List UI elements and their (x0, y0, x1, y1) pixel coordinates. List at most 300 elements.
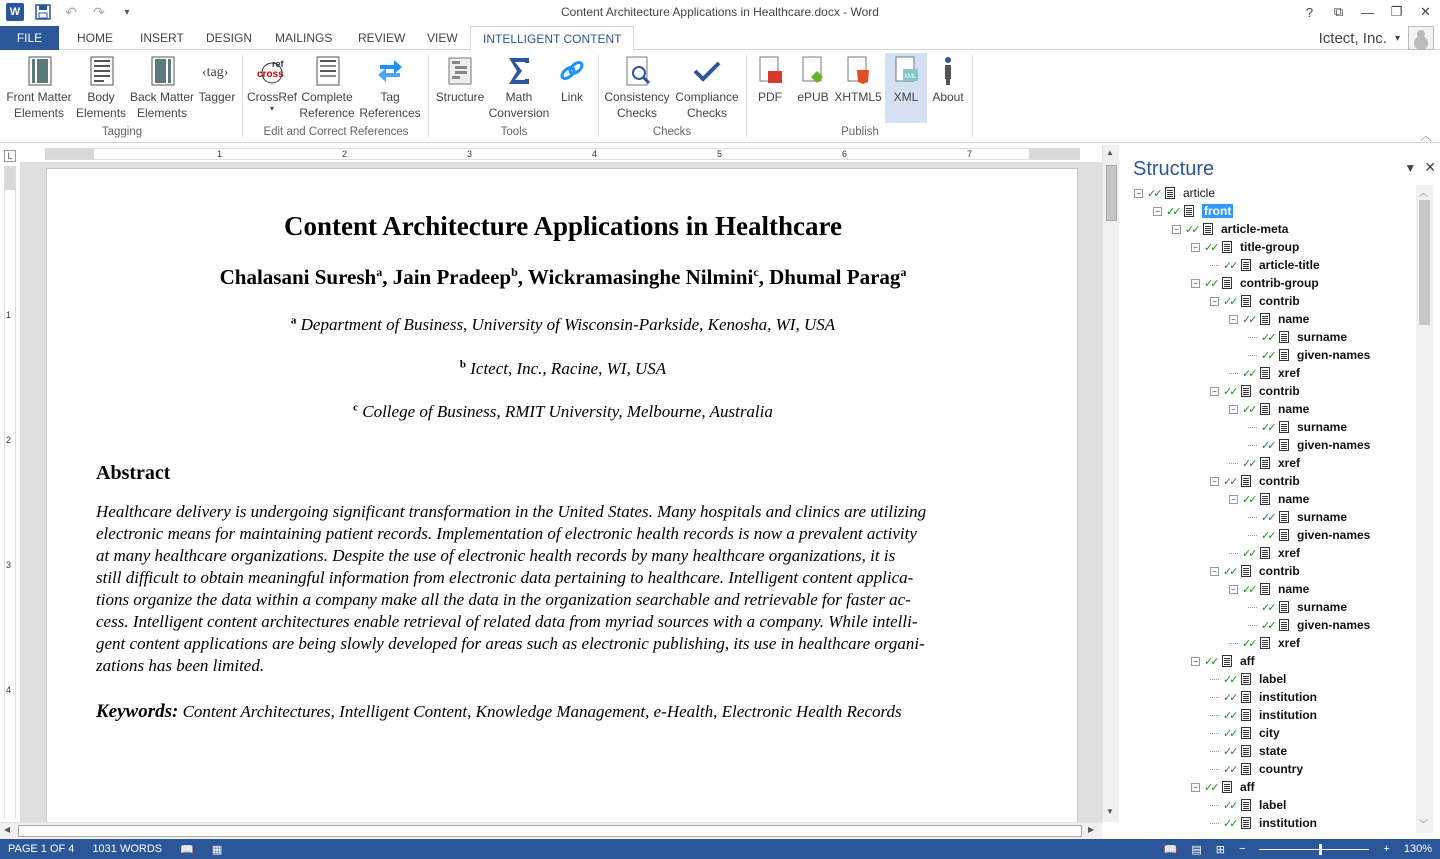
valid-check-icon: ✓✓ (1242, 367, 1255, 380)
element-document-icon (1222, 277, 1232, 289)
tree-node-label[interactable]: city (1259, 726, 1280, 740)
back-matter-label: Back Matter Elements (129, 90, 195, 120)
tree-node-label[interactable]: xref (1278, 636, 1301, 650)
consistency-checks-button[interactable] (602, 53, 672, 123)
ruler-number: 1 (217, 149, 223, 159)
customize-qat-icon[interactable]: ▾ (124, 6, 130, 18)
collapse-icon[interactable]: − (1210, 477, 1219, 486)
affiliation-text: College of Business, RMIT University, Melbourne, Australia (362, 402, 773, 421)
affiliation-text: Department of Business, University of Wisconsin-Parkside, Kenosha, WI, USA (300, 315, 836, 334)
tree-node[interactable] (1191, 274, 1319, 292)
tree-node-label[interactable]: xref (1278, 546, 1301, 560)
tree-node-label[interactable]: given-names (1297, 348, 1371, 362)
zoom-out-icon[interactable]: − (1238, 843, 1246, 855)
vertical-ruler[interactable] (4, 166, 16, 818)
back-matter-elements-button[interactable] (128, 53, 196, 123)
compliance-checks-button[interactable] (672, 53, 742, 123)
structure-button[interactable] (432, 53, 488, 123)
tree-connector (1229, 553, 1238, 554)
scroll-up-icon[interactable]: ▲ (1106, 148, 1114, 157)
author-sup: a (376, 265, 383, 279)
tree-node[interactable] (1229, 490, 1309, 508)
element-document-icon (1241, 295, 1251, 307)
tree-node[interactable] (1229, 454, 1300, 472)
valid-check-icon: ✓✓ (1261, 421, 1274, 434)
collapse-icon[interactable]: − (1229, 495, 1238, 504)
epub-label: ePUB (797, 90, 829, 104)
restore-button[interactable]: ❐ (1390, 4, 1403, 19)
tree-connector (1229, 373, 1238, 374)
tree-node-label[interactable]: surname (1297, 420, 1348, 434)
tree-node-label[interactable]: contrib (1259, 564, 1300, 578)
pane-close-icon[interactable]: ✕ (1424, 159, 1436, 175)
valid-check-icon: ✓✓ (1242, 583, 1255, 596)
tree-node-label[interactable]: institution (1259, 816, 1317, 830)
ruler-number: 7 (967, 149, 973, 159)
valid-check-icon: ✓✓ (1261, 529, 1274, 542)
tree-node-label[interactable]: contrib (1259, 474, 1300, 488)
tagger-button[interactable] (196, 53, 238, 123)
tab-design[interactable]: DESIGN (206, 31, 253, 45)
tree-node-label[interactable]: aff (1240, 654, 1255, 668)
print-layout-icon[interactable]: ▤ (1191, 843, 1202, 856)
tree-node[interactable] (1210, 562, 1300, 580)
structure-pane (1124, 147, 1440, 839)
group-edit-references-label: Edit and Correct References (263, 126, 409, 138)
structure-pane-title: Structure (1133, 158, 1215, 180)
tree-connector (1248, 337, 1257, 338)
valid-check-icon: ✓✓ (1204, 241, 1217, 254)
collapse-icon[interactable]: − (1210, 387, 1219, 396)
tag-icon (201, 55, 233, 87)
tree-node-label[interactable]: surname (1297, 510, 1348, 524)
tree-node[interactable] (1210, 256, 1320, 274)
collapse-ribbon-icon[interactable]: ︿ (1419, 129, 1432, 143)
tree-node-label[interactable]: article-meta (1221, 222, 1289, 236)
valid-check-icon: ✓✓ (1147, 187, 1160, 200)
ruler-number: 3 (467, 149, 473, 159)
tree-node-label[interactable]: article-title (1259, 258, 1320, 272)
tree-node[interactable] (1248, 418, 1347, 436)
tree-node-label[interactable]: surname (1297, 330, 1348, 344)
collapse-icon[interactable]: − (1172, 225, 1181, 234)
group-publish-label: Publish (841, 126, 879, 138)
read-mode-icon[interactable]: 📖 (1163, 843, 1178, 856)
complete-reference-button[interactable] (298, 53, 356, 123)
valid-check-icon: ✓✓ (1242, 547, 1255, 560)
crossref-button[interactable] (246, 53, 298, 123)
structure-pane-scrollbar[interactable] (1416, 185, 1433, 833)
group-separator (428, 55, 429, 137)
collapse-icon[interactable]: − (1191, 783, 1200, 792)
tree-connector (1210, 769, 1219, 770)
collapse-icon[interactable]: − (1210, 567, 1219, 576)
tab-mailings[interactable]: MAILINGS (275, 31, 333, 45)
tree-connector (1248, 427, 1257, 428)
author-sup: a (900, 265, 907, 279)
tree-node-label[interactable]: contrib-group (1240, 276, 1319, 290)
redo-icon[interactable]: ↷ (93, 3, 105, 20)
valid-check-icon: ✓✓ (1261, 349, 1274, 362)
tree-connector (1210, 715, 1219, 716)
tree-node[interactable] (1248, 526, 1370, 544)
element-document-icon (1222, 241, 1232, 253)
ruler-number: 2 (342, 149, 348, 159)
ruler-number: 4 (592, 149, 598, 159)
collapse-icon[interactable]: − (1229, 315, 1238, 324)
tree-node[interactable] (1191, 238, 1299, 256)
element-document-icon (1260, 583, 1270, 595)
scroll-thumb[interactable] (1419, 200, 1430, 325)
front-matter-elements-button[interactable] (4, 53, 74, 123)
tree-connector (1229, 643, 1238, 644)
tree-node-label[interactable]: contrib (1259, 384, 1300, 398)
tree-connector (1210, 823, 1219, 824)
math-conversion-label: Math Conversion (488, 90, 550, 120)
tree-node[interactable] (1210, 472, 1300, 490)
keywords-text: Content Architectures, Intelligent Content, Knowledge Management, e-Health, Electronic Health Records (182, 702, 902, 721)
complete-reference-icon (311, 55, 343, 87)
tree-node[interactable] (1229, 400, 1309, 418)
tree-node[interactable] (1248, 508, 1347, 526)
tree-node[interactable] (1210, 292, 1300, 310)
valid-check-icon: ✓✓ (1223, 259, 1236, 272)
tree-node[interactable] (1210, 760, 1303, 778)
tree-node-label[interactable]: label (1259, 672, 1287, 686)
tree-connector (1248, 625, 1257, 626)
pane-controls (1404, 161, 1436, 176)
element-document-icon (1279, 439, 1289, 451)
word-count[interactable]: 1031 WORDS (92, 843, 163, 855)
document-area[interactable] (20, 162, 1102, 822)
group-tools-label: Tools (500, 126, 528, 138)
proofing-icon[interactable]: 📖 (180, 843, 194, 856)
tree-node-label[interactable]: label (1259, 798, 1287, 812)
scroll-thumb[interactable] (18, 825, 1082, 837)
tree-node-label[interactable]: contrib (1259, 294, 1300, 308)
macro-record-icon[interactable]: ▦ (211, 843, 223, 856)
consistency-checks-icon (621, 55, 653, 87)
element-document-icon (1241, 385, 1251, 397)
valid-check-icon: ✓✓ (1223, 475, 1236, 488)
tree-node-label[interactable]: xref (1278, 456, 1301, 470)
tree-node[interactable] (1191, 652, 1255, 670)
tree-node-label[interactable]: institution (1259, 708, 1317, 722)
scroll-up-icon[interactable]: ︿ (1419, 188, 1429, 198)
abstract-line: electronic means for maintaining patient records. Implementation of electronic health records is now a prevalent activity (96, 524, 917, 543)
group-separator (242, 55, 243, 137)
abstract-line: Healthcare delivery is undergoing significant transformation in the United States. Many hospitals and clinics are utilizing (96, 502, 927, 521)
element-document-icon (1260, 493, 1270, 505)
ruler-number: 3 (6, 560, 12, 570)
tree-node-label[interactable]: name (1278, 582, 1310, 596)
consistency-checks-label: Consistency Checks (604, 90, 670, 120)
tree-connector (1248, 517, 1257, 518)
valid-check-icon: ✓✓ (1185, 223, 1198, 236)
xml-button[interactable] (885, 53, 927, 123)
abstract-line: tions organize the data within a company make all the data in the organization searchable and retrievable for faster ac- (96, 590, 911, 609)
web-layout-icon[interactable]: ⊞ (1215, 843, 1225, 856)
tree-node[interactable] (1248, 346, 1370, 364)
tree-node[interactable] (1229, 580, 1309, 598)
valid-check-icon: ✓✓ (1166, 205, 1179, 218)
tree-node-label[interactable]: aff (1240, 780, 1255, 794)
affiliation[interactable] (47, 402, 1079, 422)
tree-node[interactable] (1210, 706, 1317, 724)
tab-file[interactable]: FILE (0, 26, 59, 50)
valid-check-icon: ✓✓ (1204, 655, 1217, 668)
status-right (1164, 839, 1432, 859)
tree-node[interactable] (1210, 724, 1280, 742)
valid-check-icon: ✓✓ (1223, 673, 1236, 686)
element-document-icon (1241, 727, 1251, 739)
element-document-icon (1260, 547, 1270, 559)
affiliation[interactable] (47, 359, 1079, 379)
tree-node-label[interactable]: xref (1278, 366, 1301, 380)
tree-node-label[interactable]: name (1278, 492, 1310, 506)
pdf-button[interactable] (752, 53, 788, 123)
info-person-icon (932, 55, 964, 87)
tab-selector[interactable]: L (4, 150, 16, 162)
about-button[interactable] (928, 53, 968, 123)
ruler-number: 5 (717, 149, 723, 159)
scroll-down-icon[interactable]: ▼ (1106, 807, 1114, 816)
tree-connector (1210, 265, 1219, 266)
ruler-right-margin (1029, 149, 1080, 159)
avatar[interactable] (1408, 26, 1434, 50)
tree-node-label[interactable]: given-names (1297, 618, 1371, 632)
crossref-dropdown-icon[interactable]: ▾ (269, 104, 274, 113)
help-button[interactable]: ? (1305, 4, 1314, 20)
tree-node[interactable] (1229, 364, 1300, 382)
tree-node[interactable] (1210, 796, 1286, 814)
body-elements-icon (85, 55, 117, 87)
valid-check-icon: ✓✓ (1261, 601, 1274, 614)
abstract-body[interactable] (96, 501, 1036, 677)
tree-node-label[interactable]: institution (1259, 690, 1317, 704)
element-document-icon (1279, 601, 1289, 613)
group-checks-label: Checks (652, 126, 692, 138)
page-count[interactable]: PAGE 1 OF 4 (8, 843, 75, 855)
account-name[interactable]: Ictect, Inc. (1318, 29, 1387, 47)
tag-references-label: Tag References (359, 90, 421, 120)
valid-check-icon: ✓✓ (1242, 637, 1255, 650)
affiliation-sup: a (290, 314, 297, 327)
scroll-left-icon[interactable]: ◀ (4, 825, 11, 834)
tree-node[interactable] (1229, 544, 1300, 562)
undo-icon[interactable]: ↶ (65, 3, 77, 20)
tab-intelligent-content[interactable]: INTELLIGENT CONTENT (470, 26, 634, 51)
tree-connector (1248, 445, 1257, 446)
element-document-icon (1260, 313, 1270, 325)
zoom-level[interactable]: 130% (1403, 843, 1432, 855)
tree-node[interactable] (1248, 598, 1347, 616)
tree-node[interactable] (1229, 634, 1300, 652)
collapse-icon[interactable]: − (1134, 189, 1143, 198)
collapse-icon[interactable]: − (1191, 279, 1200, 288)
tree-node[interactable] (1210, 670, 1286, 688)
tree-node-label[interactable]: country (1259, 762, 1304, 776)
element-document-icon (1203, 223, 1213, 235)
tree-node[interactable] (1248, 436, 1370, 454)
valid-check-icon: ✓✓ (1242, 457, 1255, 470)
valid-check-icon: ✓✓ (1204, 277, 1217, 290)
tree-connector (1210, 751, 1219, 752)
valid-check-icon: ✓✓ (1223, 709, 1236, 722)
svg-text:ref: ref (272, 59, 284, 69)
valid-check-icon: ✓✓ (1242, 403, 1255, 416)
front-matter-label: Front Matter Elements (6, 90, 72, 120)
collapse-icon[interactable]: − (1210, 297, 1219, 306)
title-bar (0, 0, 1440, 26)
body-elements-button[interactable] (76, 53, 126, 123)
element-document-icon (1241, 817, 1251, 829)
tree-node[interactable] (1134, 184, 1215, 202)
tree-node[interactable] (1248, 616, 1370, 634)
link-icon (556, 55, 588, 87)
account-dropdown-icon[interactable]: ▾ (1394, 32, 1400, 44)
document-horizontal-scrollbar[interactable] (0, 822, 1102, 839)
collapse-icon[interactable]: − (1229, 405, 1238, 414)
zoom-in-icon[interactable]: + (1383, 843, 1390, 855)
group-separator (598, 55, 599, 137)
xhtml5-label: XHTML5 (834, 90, 882, 104)
element-document-icon (1184, 205, 1194, 217)
tab-insert[interactable]: INSERT (140, 31, 184, 45)
element-document-icon (1279, 619, 1289, 631)
abstract-heading[interactable]: Abstract (96, 462, 171, 484)
tree-node-label[interactable]: surname (1297, 600, 1348, 614)
tree-node-label[interactable]: name (1278, 402, 1310, 416)
collapse-icon[interactable]: − (1153, 207, 1162, 216)
tree-node-label[interactable]: state (1259, 744, 1288, 758)
valid-check-icon: ✓✓ (1242, 313, 1255, 326)
tree-node[interactable] (1153, 202, 1233, 220)
collapse-icon[interactable]: − (1191, 243, 1200, 252)
valid-check-icon: ✓✓ (1223, 727, 1236, 740)
element-document-icon (1222, 655, 1232, 667)
element-document-icon (1241, 745, 1251, 757)
element-document-icon (1260, 457, 1270, 469)
xhtml5-icon (842, 55, 874, 87)
element-document-icon (1241, 709, 1251, 721)
tree-connector (1210, 733, 1219, 734)
structure-tree[interactable] (1124, 184, 1416, 832)
valid-check-icon: ✓✓ (1261, 439, 1274, 452)
epub-button[interactable] (794, 53, 832, 123)
tree-node-label[interactable]: article (1183, 186, 1216, 200)
ruler-number: 4 (6, 685, 12, 695)
tree-node[interactable] (1229, 310, 1309, 328)
tab-home[interactable]: HOME (77, 31, 113, 45)
complete-reference-label: Complete Reference (299, 90, 355, 120)
link-button[interactable] (552, 53, 592, 123)
tree-node[interactable] (1172, 220, 1288, 238)
xhtml5-button[interactable] (834, 53, 882, 123)
tree-connector (1248, 607, 1257, 608)
element-document-icon (1279, 349, 1289, 361)
element-document-icon (1260, 403, 1270, 415)
zoom-slider[interactable] (1259, 849, 1369, 850)
tree-node[interactable] (1210, 688, 1317, 706)
scroll-right-icon[interactable]: ▶ (1088, 825, 1095, 834)
structure-icon (444, 55, 476, 87)
horizontal-ruler[interactable] (45, 148, 1080, 160)
word-app-icon[interactable]: W (6, 3, 24, 21)
tree-connector (1248, 535, 1257, 536)
tree-node-label[interactable]: front (1204, 204, 1232, 218)
front-matter-icon (23, 55, 55, 87)
pdf-label: PDF (758, 90, 782, 104)
valid-check-icon: ✓✓ (1261, 619, 1274, 632)
tree-node[interactable] (1191, 778, 1255, 796)
collapse-icon[interactable]: − (1229, 585, 1238, 594)
tree-node-label[interactable]: title-group (1240, 240, 1300, 254)
element-document-icon (1222, 781, 1232, 793)
element-document-icon (1279, 421, 1289, 433)
valid-check-icon: ✓✓ (1261, 331, 1274, 344)
element-document-icon (1241, 565, 1251, 577)
tab-review[interactable]: REVIEW (358, 31, 406, 45)
tree-node-label[interactable]: given-names (1297, 438, 1371, 452)
author-sup: c (753, 265, 759, 279)
svg-text:XML: XML (904, 74, 917, 80)
keywords-line[interactable] (96, 701, 902, 723)
tree-connector (1210, 805, 1219, 806)
tree-connector (1248, 355, 1257, 356)
tree-node[interactable] (1210, 814, 1317, 832)
tag-references-button[interactable] (356, 53, 424, 123)
tag-references-icon (374, 55, 406, 87)
link-label: Link (560, 90, 583, 104)
crossref-icon (256, 55, 288, 87)
document-vertical-scrollbar[interactable] (1102, 145, 1119, 822)
tree-node[interactable] (1248, 328, 1347, 346)
affiliation[interactable] (47, 315, 1079, 335)
element-document-icon (1241, 673, 1251, 685)
pane-options-icon[interactable]: ▼ (1404, 161, 1417, 175)
author-name: Jain Pradeep (392, 265, 512, 289)
authors-line[interactable]: Chalasani Suresh$^a$, Jain Pradeep$^b$, Wickramasinghe Nilmini$^c$, Dhumal Parag$^a$ (219, 265, 907, 289)
tab-view[interactable]: VIEW (427, 31, 458, 45)
scroll-thumb[interactable] (1106, 165, 1117, 221)
document-page[interactable] (46, 168, 1078, 828)
ribbon-tabs (0, 26, 1440, 50)
tree-node-label[interactable]: given-names (1297, 528, 1371, 542)
affiliation-sup: c (353, 401, 358, 414)
ribbon (0, 51, 1440, 143)
minimize-button[interactable]: — (1361, 4, 1374, 20)
valid-check-icon: ✓✓ (1223, 565, 1236, 578)
tree-node[interactable] (1210, 382, 1300, 400)
valid-check-icon: ✓✓ (1242, 493, 1255, 506)
tree-node-label[interactable]: name (1278, 312, 1310, 326)
window-title: Content Architecture Applications in Healthcare.docx - Word (561, 5, 879, 19)
close-button[interactable]: ✕ (1420, 4, 1431, 19)
ribbon-display-options-button[interactable]: ⧉ (1333, 4, 1344, 19)
document-title[interactable]: Content Architecture Applications in Healthcare (284, 211, 842, 241)
about-label: About (932, 90, 964, 104)
scroll-down-icon[interactable]: ﹀ (1419, 819, 1429, 829)
abstract-line: gent content applications are being slowly developed for areas such as electronic publishing, its use in healthcare organi- (96, 634, 925, 653)
xml-icon (890, 55, 922, 87)
collapse-icon[interactable]: − (1191, 657, 1200, 666)
crossref-label: CrossRef (246, 90, 297, 104)
math-conversion-button[interactable] (488, 53, 550, 123)
account-area[interactable] (1319, 26, 1434, 50)
tree-node[interactable] (1210, 742, 1287, 760)
affiliation-text: Ictect, Inc., Racine, WI, USA (470, 359, 667, 378)
